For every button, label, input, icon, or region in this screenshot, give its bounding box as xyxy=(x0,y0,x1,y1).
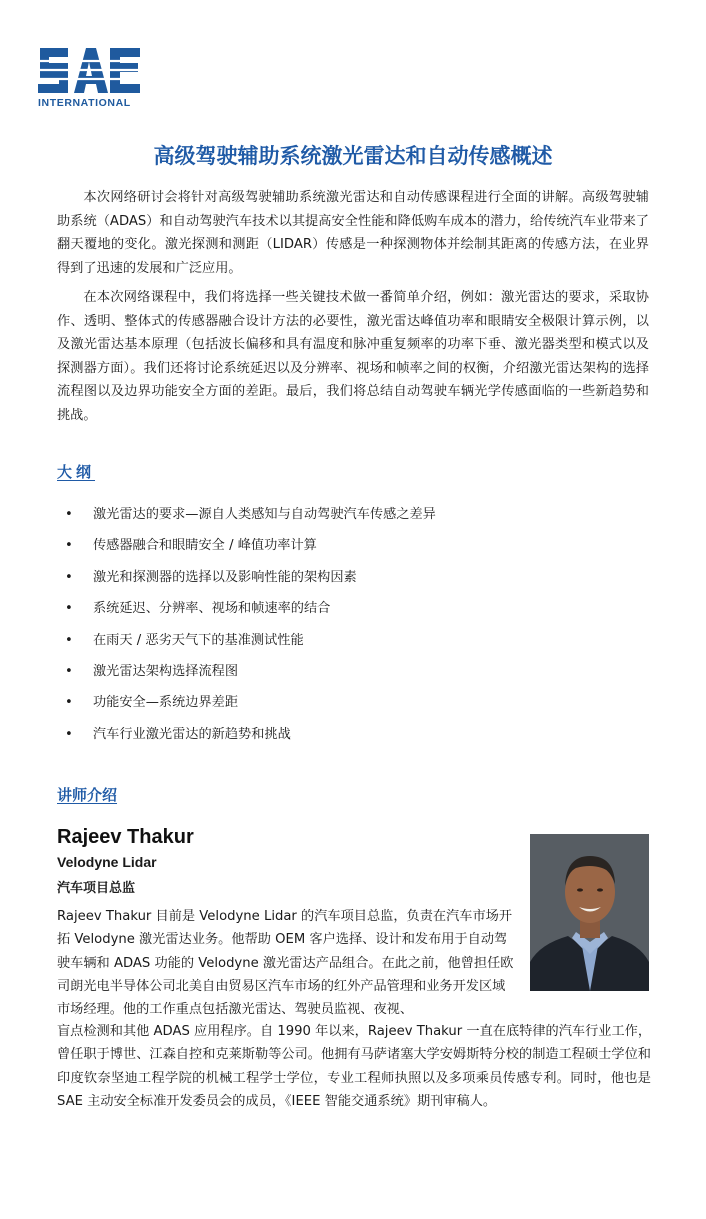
bullet-icon: • xyxy=(65,601,73,617)
outline-heading: 大纲 xyxy=(57,463,96,481)
bullet-icon: • xyxy=(65,695,73,711)
instructor-role: 汽车项目总监 xyxy=(57,881,136,896)
outline-item-text: 激光和探测器的选择以及影响性能的架构因素 xyxy=(93,569,357,585)
outline-item-text: 激光雷达的要求—源自人类感知与自动驾驶汽车传感之差异 xyxy=(93,507,436,522)
instructor-photo xyxy=(530,834,649,991)
outline-item xyxy=(57,597,657,628)
bullet-icon: • xyxy=(65,538,73,554)
outline-item xyxy=(57,566,657,597)
outline-item xyxy=(57,534,657,565)
outline-item-text: 在雨天 / 恶劣天气下的基准测试性能 xyxy=(93,632,304,648)
instructor-heading: 讲师介绍 xyxy=(57,786,118,804)
bullet-icon: • xyxy=(65,507,73,522)
bullet-icon: • xyxy=(65,632,73,648)
bullet-icon: • xyxy=(65,663,73,679)
instructor-bio-part-2: 盲点检测和其他 ADAS 应用程序。自 1990 年以来，Rajeev Thakur 一直在底特律的汽车行业工作，曾任职于博世、江森自控和克莱斯勒等公司。他拥有马萨诸塞大学安姆斯特分校的制造工程硕士学位和印度钦奈坚迪工程学院的机械工程学士学位，专业工程师执照以及多项乘员传感专利。同时，他也是 SAE 主动安全标准开发委员会的成员，《IEEE 智能交通系统》期刊审稿人。 xyxy=(57,1024,652,1109)
outline-item xyxy=(57,723,657,754)
instructor-company: Velodyne Lidar xyxy=(57,854,157,870)
outline-item xyxy=(57,503,657,534)
intro-paragraph-1: 本次网络研讨会将针对高级驾驶辅助系统激光雷达和自动传感课程进行全面的讲解。高级驾驶辅助系统（ADAS）和自动驾驶汽车技术以其提高安全性能和降低购车成本的潜力，给传统汽车业带来了翻天覆地的变化。激光探测和测距（LIDAR）传感是一种探测物体并绘制其距离的传感方法，在业界得到了迅速的发展和广泛应用。 xyxy=(57,190,649,276)
bullet-icon: • xyxy=(65,726,73,742)
outline-item-text: 系统延迟、分辨率、视场和帧速率的结合 xyxy=(93,601,331,617)
outline-item xyxy=(57,660,657,691)
page-title: 高级驾驶辅助系统激光雷达和自动传感概述 xyxy=(153,144,553,168)
instructor-bio-part-1: Rajeev Thakur 目前是 Velodyne Lidar 的汽车项目总监，负责在汽车市场开拓 Velodyne 激光雷达业务。他帮助 OEM 客户选择、设计和发布用于自动驾驶车辆和 ADAS 功能的 Velodyne 激光雷达产品组合。在此之前，他曾担任欧司朗光电半导体公司北美自由贸易区汽车市场的红外产品管理和业务开发区域市场经理。他的工作重点包括激光雷达、驾驶员监视、夜视、 xyxy=(57,909,514,1018)
outline-item-text: 功能安全—系统边界差距 xyxy=(93,695,239,711)
outline-item xyxy=(57,691,657,722)
outline-item-text: 激光雷达架构选择流程图 xyxy=(93,663,239,679)
logo-subtitle: INTERNATIONAL xyxy=(38,97,131,109)
outline-item xyxy=(57,629,657,660)
instructor-name: Rajeev Thakur xyxy=(57,826,194,848)
outline-list xyxy=(57,503,657,754)
outline-item-text: 汽车行业激光雷达的新趋势和挑战 xyxy=(93,726,291,742)
outline-item-text: 传感器融合和眼睛安全 / 峰值功率计算 xyxy=(93,538,317,554)
intro-paragraph-2: 在本次网络课程中，我们将选择一些关键技术做一番简单介绍，例如：激光雷达的要求，采取协作、透明、整体式的传感器融合设计方法的必要性，激光雷达峰值功率和眼睛安全极限计算示例，以及激光雷达基本原理（包括波长偏移和具有温度和脉冲重复频率的功率下垂、激光器类型和模式以及探测器方面）。我们还将讨论系统延迟以及分辨率、视场和帧率之间的权衡，介绍激光雷达架构的选择流程图以及边界功能安全方面的差距。最后，我们将总结自动驾驶车辆光学传感面临的一些新趋势和挑战。 xyxy=(57,290,649,423)
bullet-icon: • xyxy=(65,569,73,585)
